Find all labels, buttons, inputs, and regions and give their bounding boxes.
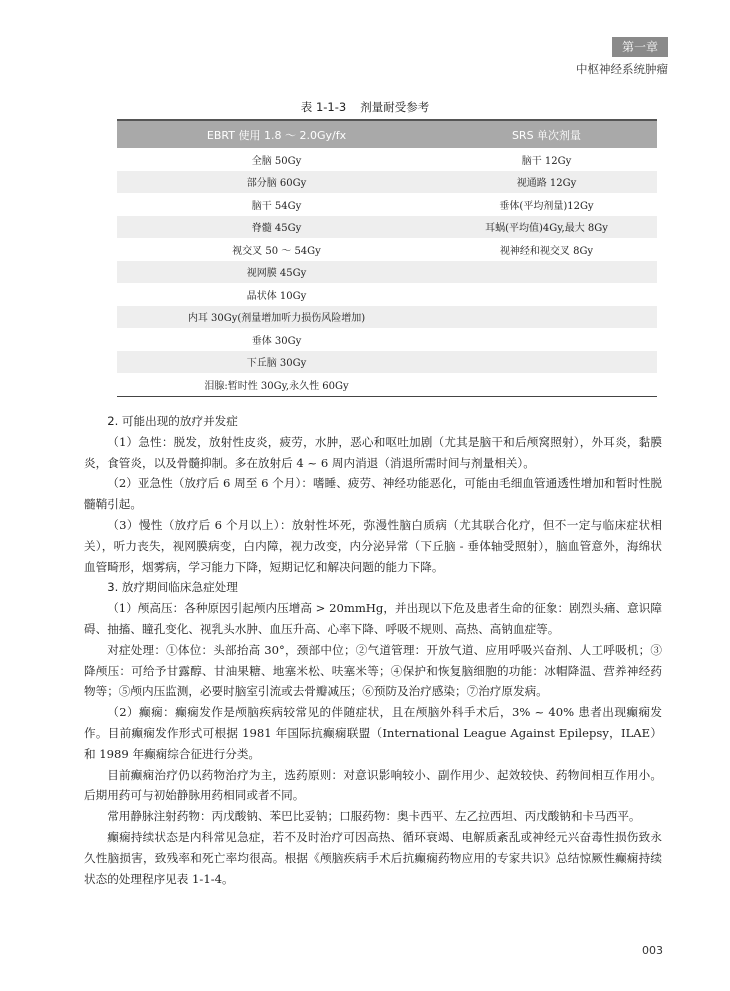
table-cell-ebrt: 下丘脑 30Gy xyxy=(117,351,436,374)
section-heading-complications: 2. 可能出现的放疗并发症 xyxy=(107,414,238,428)
table-row xyxy=(117,306,657,329)
table-row xyxy=(117,216,657,239)
table-cell-ebrt: 晶状体 10Gy xyxy=(246,290,307,302)
paragraph-chronic: （3）慢性（放疗后 6 个月以上）：放射性坏死，弥漫性脑白质病（尤其联合化疗，但不一定与临床症状相关），听力丧失，视网膜病变，白内障，视力改变，内分泌异常（下丘脑 - 垂体轴受照射），脑血管意外，海绵状血管畸形，烟雾病，学习能力下降，短期记忆和解决问题的能力下降。 xyxy=(84,517,662,574)
table-cell-srs: 耳蜗(平均值)4Gy,最大 8Gy xyxy=(436,216,657,239)
table-cell-srs: 垂体(平均剂量)12Gy xyxy=(499,200,594,212)
column-header-ebrt: EBRT 使用 1.8 ～ 2.0Gy/fx xyxy=(117,120,436,148)
chapter-label: 第一章 xyxy=(612,37,668,57)
paragraph-acute: （1）急性：脱发，放射性皮炎，疲劳，水肿，恶心和呕吐加剧（尤其是脑干和后颅窝照射），外耳炎，黏膜炎，食管炎，以及骨髓抑制。多在放射后 4 ~ 6 周内消退（消退所需时间与剂量相关）。 xyxy=(84,434,662,470)
table-cell-srs: 视通路 12Gy xyxy=(436,171,657,194)
table-caption-number: 表 1-1-3 xyxy=(300,100,347,114)
table-cell-srs xyxy=(436,261,657,284)
table-cell-ebrt: 视交叉 50 ～ 54Gy xyxy=(232,245,321,257)
page-number: 003 xyxy=(642,944,663,957)
table-row xyxy=(117,328,657,351)
paragraph-subacute: （2）亚急性（放疗后 6 周至 6 个月）：嗜睡、疲劳、神经功能恶化，可能由毛细血管通透性增加和暂时性脱髓鞘引起。 xyxy=(84,476,662,512)
table-row xyxy=(117,193,657,216)
table-cell-ebrt: 视网膜 45Gy xyxy=(117,261,436,284)
table-row xyxy=(117,261,657,284)
table-cell-ebrt: 内耳 30Gy(剂量增加听力损伤风险增加) xyxy=(117,306,436,329)
table-cell-srs xyxy=(436,283,657,306)
table-row xyxy=(117,148,657,171)
table-cell-srs xyxy=(436,373,657,396)
table-cell-ebrt: 脊髓 45Gy xyxy=(117,216,436,239)
paragraph-common-drugs: 常用静脉注射药物：丙戊酸钠、苯巴比妥钠；口服药物：奥卡西平、左乙拉西坦、丙戊酸钠和卡马西平。 xyxy=(107,809,641,824)
table-row xyxy=(117,171,657,194)
dose-tolerance-table xyxy=(117,119,657,397)
paragraph-epilepsy: （2）癫痫：癫痫发作是颅脑疾病较常见的伴随症状，且在颅脑外科手术后，3% ~ 40% 患者出现癫痫发作。目前癫痫发作形式可根据 1981 年国际抗癫痫联盟（International League Against Epilepsy，ILAE）和 1989 年癫痫综合征进行分类。 xyxy=(84,705,662,761)
table-caption-title: 剂量耐受参考 xyxy=(360,100,430,114)
body-text xyxy=(84,411,662,889)
table-header-row xyxy=(117,120,657,148)
table-cell-srs xyxy=(436,351,657,374)
table-cell-ebrt: 全脑 50Gy xyxy=(251,155,302,167)
table-row xyxy=(117,283,657,306)
table-cell-srs xyxy=(436,328,657,351)
column-header-srs: SRS 单次剂量 xyxy=(436,120,657,148)
table-cell-srs: 视神经和视交叉 8Gy xyxy=(499,245,594,257)
table-caption xyxy=(0,99,730,115)
paragraph-symptomatic-treatment: 对症处理：①体位：头部抬高 30°，颈部中位；②气道管理：开放气道、应用呼吸兴奋剂、人工呼吸机；③降颅压：可给予甘露醇、甘油果糖、地塞米松、呋塞米等；④保护和恢复脑细胞的功能：冰帽降温、营养神经药物等；⑤颅内压监测，必要时脑室引流或去骨瓣减压；⑥预防及治疗感染；⑦治疗原发病。 xyxy=(84,642,662,699)
table-cell-ebrt: 脑干 54Gy xyxy=(251,200,302,212)
chapter-title: 中枢神经系统肿瘤 xyxy=(576,62,668,76)
table-cell-ebrt: 部分脑 60Gy xyxy=(117,171,436,194)
table-row xyxy=(117,351,657,374)
table-cell-srs: 脑干 12Gy xyxy=(521,155,572,167)
table-cell-ebrt: 垂体 30Gy xyxy=(251,335,302,347)
table-row xyxy=(117,238,657,261)
paragraph-status-epilepticus: 癫痫持续状态是内科常见急症，若不及时治疗可因高热、循环衰竭、电解质紊乱或神经元兴奋毒性损伤致永久性脑损害，致残率和死亡率均很高。根据《颅脑疾病手术后抗癫痫药物应用的专家共识》总结惊厥性癫痫持续状态的处理程序见表 1-1-4。 xyxy=(84,829,662,886)
paragraph-intracranial-hypertension: （1）颅高压：各种原因引起颅内压增高 > 20mmHg，并出现以下危及患者生命的征象：剧烈头痛、意识障碍、抽搐、瞳孔变化、视乳头水肿、血压升高、心率下降、呼吸不规则、高热、高钠血症等。 xyxy=(84,601,662,636)
section-heading-emergencies: 3. 放疗期间临床急症处理 xyxy=(107,580,238,595)
table-row xyxy=(117,373,657,396)
table-cell-ebrt: 泪腺:暂时性 30Gy,永久性 60Gy xyxy=(117,373,436,396)
table-cell-srs xyxy=(436,306,657,329)
paragraph-drug-principles: 目前癫痫治疗仍以药物治疗为主，选药原则：对意识影响较小、副作用少、起效较快、药物间相互作用小。后期用药可与初始静脉用药相同或者不同。 xyxy=(84,767,662,803)
